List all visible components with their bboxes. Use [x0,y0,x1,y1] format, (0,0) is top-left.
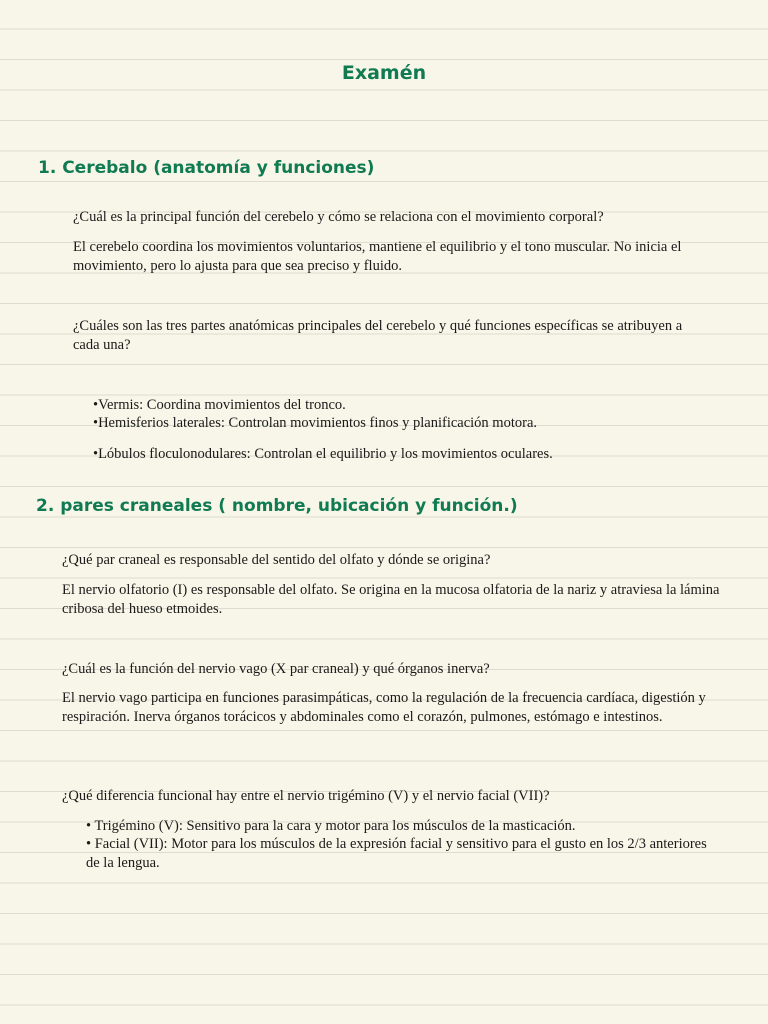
bullet-hemisferios: •Hemisferios laterales: Controlan movimientos finos y planificación motora. [93,415,537,431]
question-cerebelo-partes: ¿Cuáles son las tres partes anatómicas principales del cerebelo y qué funciones específicas se atribuyen a cada una? [73,318,683,353]
bullet-trigemino: • Trigémino (V): Sensitivo para la cara y motor para los músculos de la masticación. [86,818,576,834]
question-trigemino-facial: ¿Qué diferencia funcional hay entre el nervio trigémino (V) y el nervio facial (VII)? [62,788,550,804]
section-heading-pares-craneales: 2. pares craneales ( nombre, ubicación y función.) [36,496,518,516]
section-heading-cerebelo: 1. Cerebalo (anatomía y funciones) [38,158,375,178]
bullet-lobulos: •Lóbulos floculonodulares: Controlan el equilibrio y los movimientos oculares. [93,446,553,462]
question-vago: ¿Cuál es la función del nervio vago (X par craneal) y qué órganos inerva? [62,661,490,677]
page-title: Examén [341,62,427,84]
question-cerebelo-funcion: ¿Cuál es la principal función del cerebelo y cómo se relaciona con el movimiento corporal? [73,209,604,225]
answer-olfato: El nervio olfatorio (I) es responsable del olfato. Se origina en la mucosa olfatoria de la nariz y atraviesa la lámina cribosa del hueso etmoides. [62,582,720,617]
bullet-facial: • Facial (VII): Motor para los músculos de la expresión facial y sensitivo para el gusto en los 2/3 anteriores de la lengua. [86,836,707,871]
question-olfato: ¿Qué par craneal es responsable del sentido del olfato y dónde se origina? [62,552,491,568]
answer-vago: El nervio vago participa en funciones parasimpáticas, como la regulación de la frecuencia cardíaca, digestión y respiración. Inerva órganos torácicos y abdominales como el corazón, pulmones, estómago e intestinos. [62,690,706,725]
answer-cerebelo-funcion: El cerebelo coordina los movimientos voluntarios, mantiene el equilibrio y el tono muscular. No inicia el movimiento, pero lo ajusta para que sea preciso y fluido. [73,239,682,274]
bullet-vermis: •Vermis: Coordina movimientos del tronco. [93,397,346,413]
